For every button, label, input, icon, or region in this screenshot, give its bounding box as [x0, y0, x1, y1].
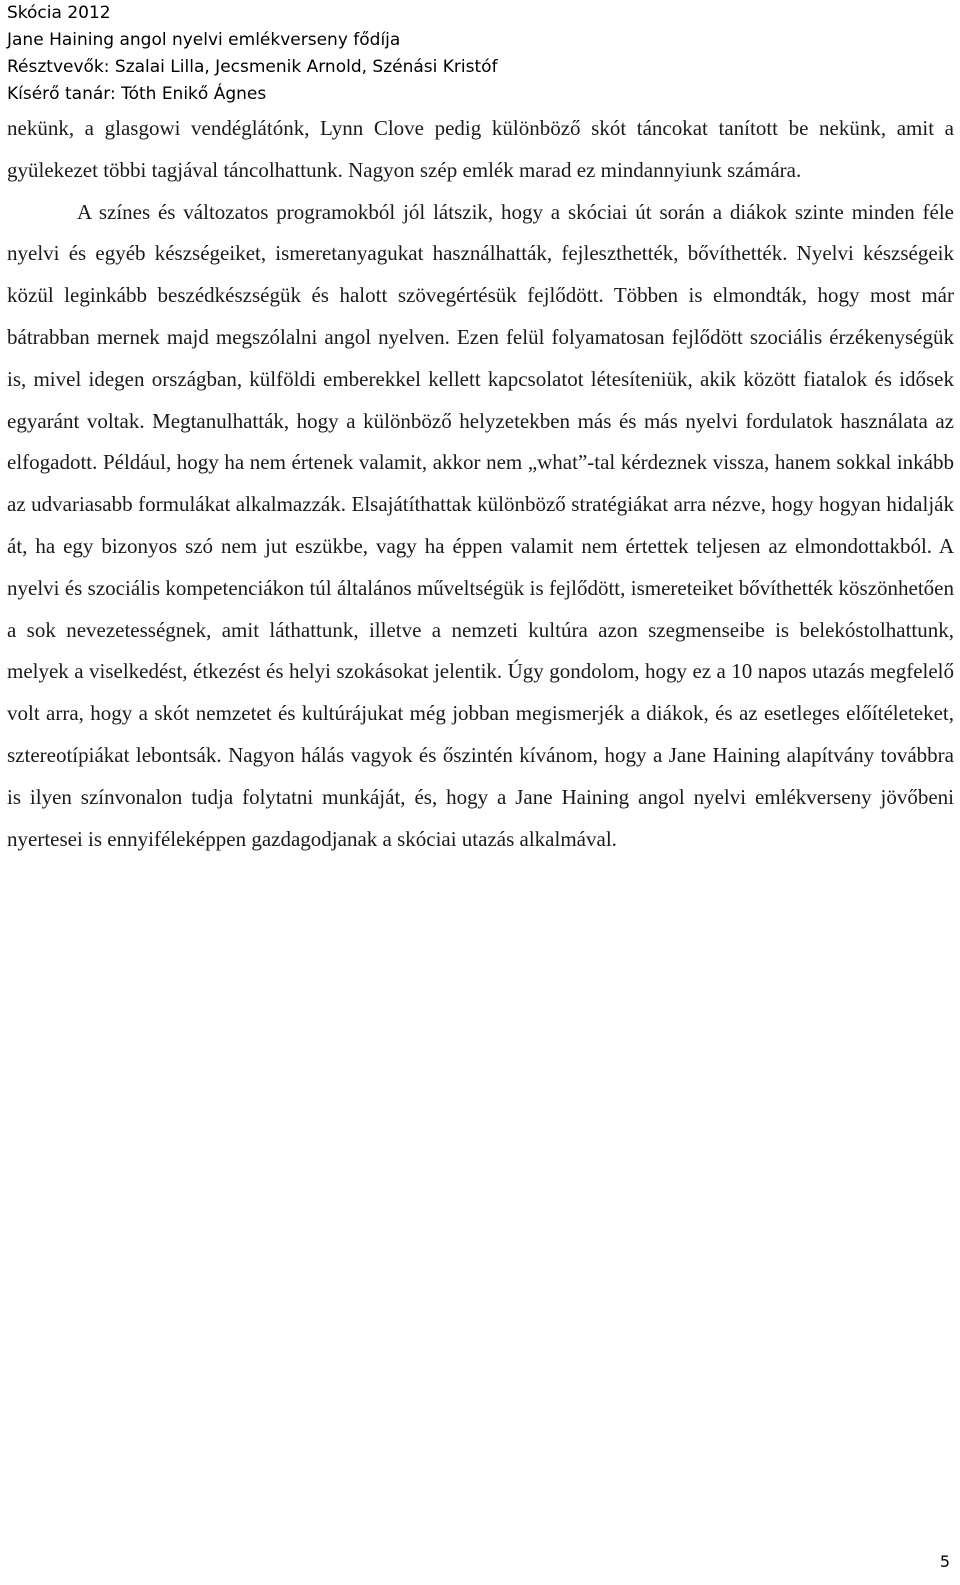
document-body [7, 108, 954, 860]
paragraph-continued: nekünk, a glasgowi vendéglátónk, Lynn Clove pedig különböző skót táncokat tanított be nekünk, amit a gyülekezet többi tagjával táncolhattunk. Nagyon szép emlék marad ez mindannyiunk számára. [7, 116, 954, 182]
header-title: Skócia 2012 [7, 3, 111, 23]
page-number: 5 [939, 1552, 950, 1571]
paragraph-summary: A színes és változatos programokból jól látszik, hogy a skóciai út során a diákok szinte minden féle nyelvi és egyéb készségeiket, ismeretanyagukat használhatták, fejleszthették, bővíthették. Nyelvi készségeik közül leginkább beszédkészségük és halott szövegértésük fejlődött. Többen is elmondták, hogy most már bátrabban mernek majd megszólalni angol nyelven. Ezen felül folyamatosan fejlődött szociális érzékenységük is, mivel idegen országban, külföldi emberekkel kellett kapcsolatot létesíteniük, akik között fiatalok és idősek egyaránt voltak. Megtanulhatták, hogy a különböző helyzetekben más és más nyelvi fordulatok használata az elfogadott. Például, hogy ha nem értenek valamit, akkor nem „what”-tal kérdeznek vissza, hanem sokkal inkább az udvariasabb formulákat alkalmazzák. Elsajátíthattak különböző stratégiákat arra nézve, hogy hogyan hidalják át, ha egy bizonyos szó nem jut eszükbe, vagy ha éppen valamit nem értettek teljesen az elmondottakból. A nyelvi és szociális kompetenciákon túl általános műveltségük is fejlődött, ismereteiket bővíthették köszönhetően a sok nevezetességnek, amit láthattunk, illetve a nemzeti kultúra azon szegmenseibe is belekóstolhattunk, melyek a viselkedést, étkezést és helyi szokásokat jelentik. Úgy gondolom, hogy ez a 10 napos utazás megfelelő volt arra, hogy a skót nemzetet és kultúrájukat még jobban megismerjék a diákok, és az esetleges előítéleteket, sztereotípiákat lebontsák. Nagyon hálás vagyok és őszintén kívánom, hogy a Jane Haining alapítvány továbbra is ilyen színvonalon tudja folytatni munkáját, és, hogy a Jane Haining angol nyelvi emlékverseny jövőbeni nyertesei is ennyiféleképpen gazdagodjanak a skóciai utazás alkalmával. [7, 199, 954, 851]
header-award: Jane Haining angol nyelvi emlékverseny fődíja [7, 30, 401, 50]
document-header [7, 0, 498, 108]
header-teacher: Kísérő tanár: Tóth Enikő Ágnes [7, 84, 267, 104]
header-participants: Résztvevők: Szalai Lilla, Jecsmenik Arnold, Szénási Kristóf [7, 57, 498, 77]
